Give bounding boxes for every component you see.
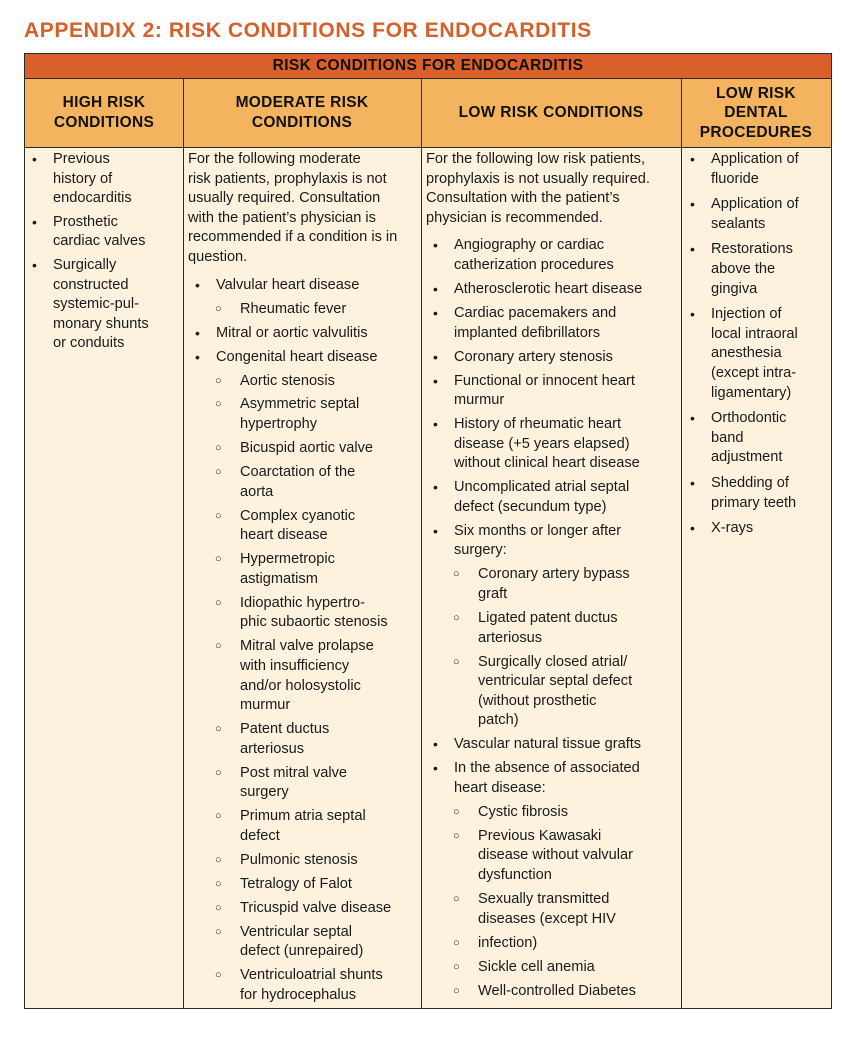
list-item: • Restorations above the gingiva [683, 240, 829, 299]
list-item: • Application of sealants [683, 195, 829, 234]
moderate-risk-list [188, 276, 417, 1006]
sub-list-item: ○ Tetralogy of Falot [188, 875, 417, 895]
high-risk-list [25, 150, 177, 354]
sub-list-item: ○ Surgically closed atrial/ ventricular septal defect (without prosthetic patch) [426, 653, 677, 731]
divider [183, 79, 184, 1008]
sub-list-item: ○ Bicuspid aortic valve [188, 439, 417, 459]
list-item: • Vascular natural tissue grafts [426, 735, 677, 755]
list-item: • Valvular heart disease [188, 276, 417, 296]
sub-list-item: ○ Ligated patent ductus arteriosus [426, 609, 677, 648]
table-banner: RISK CONDITIONS FOR ENDOCARDITIS [25, 54, 831, 79]
list-item: • Cardiac pacemakers and implanted defibrillators [426, 304, 677, 343]
sub-list-item: ○ Mitral valve prolapse with insufficiency and/or holosystolic murmur [188, 637, 417, 715]
sub-list-item: ○ Sickle cell anemia [426, 958, 677, 978]
moderate-risk-column [185, 148, 421, 1008]
sub-list-item: ○ Pulmonic stenosis [188, 851, 417, 871]
high-risk-column [25, 148, 183, 1008]
list-item: • Congenital heart disease [188, 348, 417, 368]
sub-list-item: ○ Patent ductus arteriosus [188, 720, 417, 759]
sub-list-item: ○ infection) [426, 934, 677, 954]
list-item: • Application of fluoride [683, 150, 829, 189]
sub-list-item: ○ Tricuspid valve disease [188, 899, 417, 919]
low-risk-list [426, 236, 677, 1001]
list-item: • Surgically constructed systemic-pul- monary shunts or conduits [25, 256, 177, 354]
list-item: • Mitral or aortic valvulitis [188, 324, 417, 344]
header-dental-procedures: LOW RISK DENTAL PROCEDURES [681, 79, 831, 148]
sub-list-item: ○ Cystic fibrosis [426, 803, 677, 823]
sub-list-item: ○ Sexually transmitted diseases (except HIV [426, 890, 677, 929]
sub-list-item: ○ Coarctation of the aorta [188, 463, 417, 502]
list-item: • Shedding of primary teeth [683, 474, 829, 513]
risk-conditions-table [24, 53, 832, 1009]
list-item: • Injection of local intraoral anesthesia (except intra- ligamentary) [683, 305, 829, 403]
list-item: • Prosthetic cardiac valves [25, 213, 177, 252]
list-item: • Uncomplicated atrial septal defect (secundum type) [426, 478, 677, 517]
page-title: APPENDIX 2: RISK CONDITIONS FOR ENDOCARDITIS [24, 19, 592, 42]
list-item: • Coronary artery stenosis [426, 348, 677, 368]
sub-list-item: ○ Post mitral valve surgery [188, 764, 417, 803]
dental-procedures-column [683, 148, 831, 1008]
sub-list-item: ○ Ventriculoatrial shunts for hydrocephalus [188, 966, 417, 1005]
list-item: • Previous history of endocarditis [25, 150, 177, 209]
list-item: • Functional or innocent heart murmur [426, 372, 677, 411]
low-intro: For the following low risk patients, prophylaxis is not usually required. Consultation with the patient’s physician is recommended. [426, 151, 650, 226]
sub-list-item: ○ Aortic stenosis [188, 372, 417, 392]
sub-list-item: ○ Hypermetropic astigmatism [188, 550, 417, 589]
header-low-risk: LOW RISK CONDITIONS [421, 79, 681, 148]
divider [681, 79, 682, 1008]
dental-procedures-list [683, 150, 829, 539]
sub-list-item: ○ Coronary artery bypass graft [426, 565, 677, 604]
list-item: • Orthodontic band adjustment [683, 409, 829, 468]
list-item: • Six months or longer after surgery: [426, 522, 677, 561]
low-risk-column [423, 148, 681, 1008]
sub-list-item: ○ Rheumatic fever [188, 300, 417, 320]
divider [421, 79, 422, 1008]
header-high-risk: HIGH RISK CONDITIONS [25, 79, 183, 148]
list-item: • Atherosclerotic heart disease [426, 280, 677, 300]
list-item: • In the absence of associated heart disease: [426, 759, 677, 798]
sub-list-item: ○ Asymmetric septal hypertrophy [188, 395, 417, 434]
sub-list-item: ○ Previous Kawasaki disease without valvular dysfunction [426, 827, 677, 886]
list-item: • X-rays [683, 519, 829, 539]
moderate-intro: For the following moderate risk patients, prophylaxis is not usually required. Consultation with the patient’s physician is recommended if a condition is in question. [188, 151, 398, 265]
list-item: • Angiography or cardiac catherization procedures [426, 236, 677, 275]
sub-list-item: ○ Well-controlled Diabetes [426, 982, 677, 1002]
sub-list-item: ○ Ventricular septal defect (unrepaired) [188, 923, 417, 962]
sub-list-item: ○ Primum atria septal defect [188, 807, 417, 846]
list-item: • History of rheumatic heart disease (+5 years elapsed) without clinical heart disease [426, 415, 677, 474]
header-moderate-risk: MODERATE RISK CONDITIONS [183, 79, 421, 148]
sub-list-item: ○ Idiopathic hypertro- phic subaortic stenosis [188, 594, 417, 633]
sub-list-item: ○ Complex cyanotic heart disease [188, 507, 417, 546]
